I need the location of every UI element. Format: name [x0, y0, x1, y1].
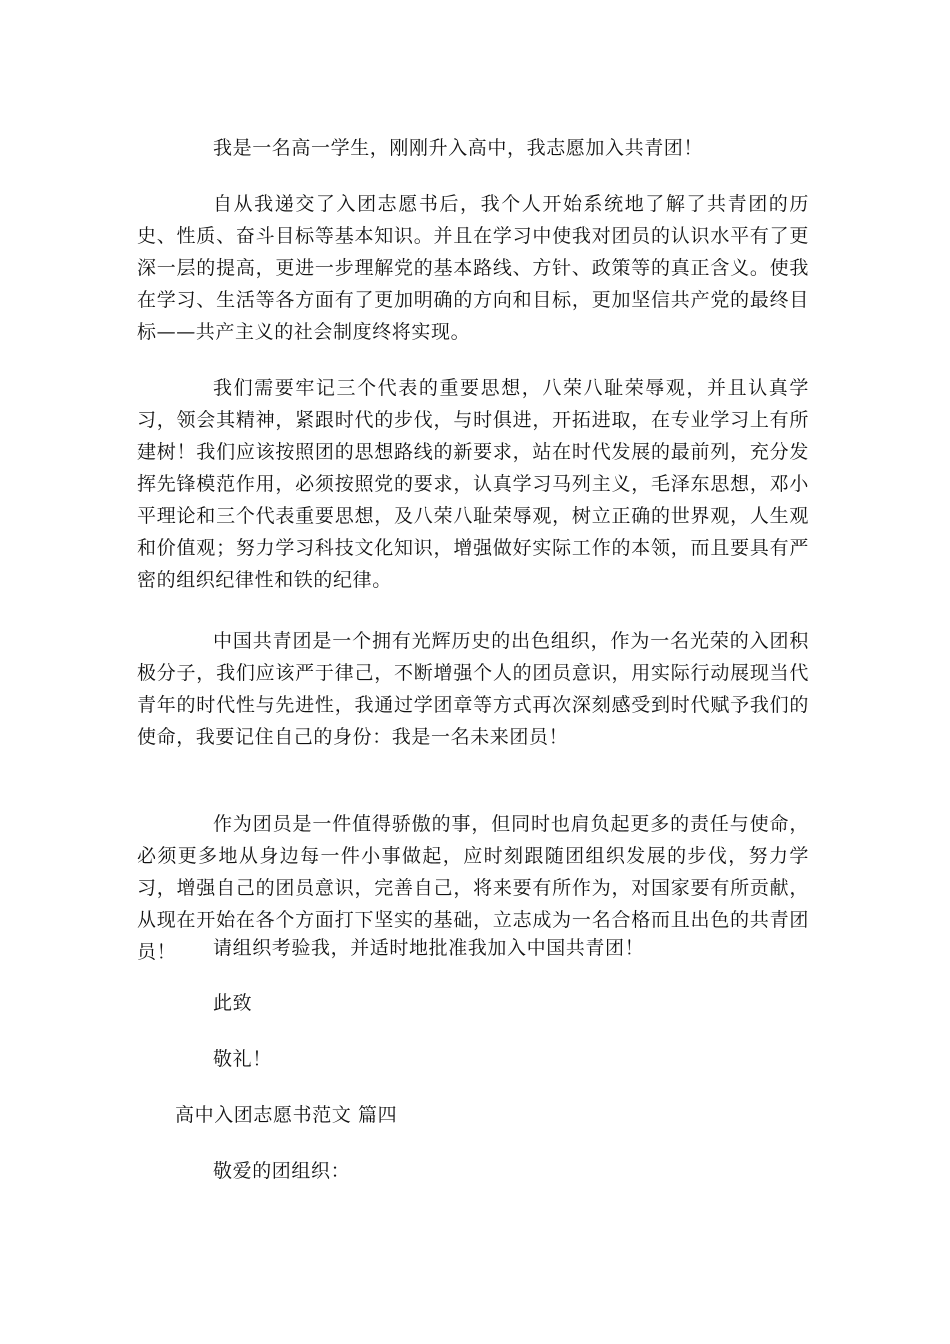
closing-regards: 敬礼！: [213, 1048, 272, 1070]
closing-salutation: 此致: [213, 992, 253, 1014]
paragraph-commitment: 我们需要牢记三个代表的重要思想，八荣八耻荣辱观，并且认真学习，领会其精神，紧跟时代的步伐，与时俱进，开拓进取，在专业学习上有所建树！我们应该按照团的思想路线的新要求，站在时代发展的最前列，充分发挥先锋模范作用，必须按照党的要求，认真学习马列主义，毛泽东思想，邓小平理论和三个代表重要思想，及八荣八耻荣辱观，树立正确的世界观，人生观和价值观；努力学习科技文化知识，增强做好实际工作的本领，而且要具有严密的组织纪律性和铁的纪律。: [137, 377, 809, 591]
salutation-line: 敬爱的团组织：: [213, 1160, 351, 1182]
request-line: 请组织考验我，并适时地批准我加入中国共青团！: [213, 937, 645, 959]
paragraph-league-pride: 中国共青团是一个拥有光辉历史的出色组织，作为一名光荣的入团积极分子，我们应该严于律己，不断增强个人的团员意识，用实际行动展现当代青年的时代性与先进性，我通过学团章等方式再次深刻感受到时代赋予我们的使命，我要记住自己的身份：我是一名未来团员！: [137, 630, 809, 748]
paragraph-responsibility: 作为团员是一件值得骄傲的事，但同时也肩负起更多的责任与使命，必须更多地从身边每一件小事做起，应时刻跟随团组织发展的步伐，努力学习，增强自己的团员意识，完善自己，将来要有所作为，对国家要有所贡献，从现在开始在各个方面打下坚实的基础，立志成为一名合格而且出色的共青团员！: [137, 813, 809, 963]
paragraph-understanding: 自从我递交了入团志愿书后，我个人开始系统地了解了共青团的历史、性质、奋斗目标等基本知识。并且在学习中使我对团员的认识水平有了更深一层的提高，更进一步理解党的基本路线、方针、政策等的真正含义。使我在学习、生活等各方面有了更加明确的方向和目标，更加坚信共产党的最终目标——共产主义的社会制度终将实现。: [137, 193, 809, 343]
section-title: 高中入团志愿书范文 篇四: [175, 1104, 398, 1126]
paragraph-intro: 我是一名高一学生，刚刚升入高中，我志愿加入共青团！: [213, 137, 704, 159]
